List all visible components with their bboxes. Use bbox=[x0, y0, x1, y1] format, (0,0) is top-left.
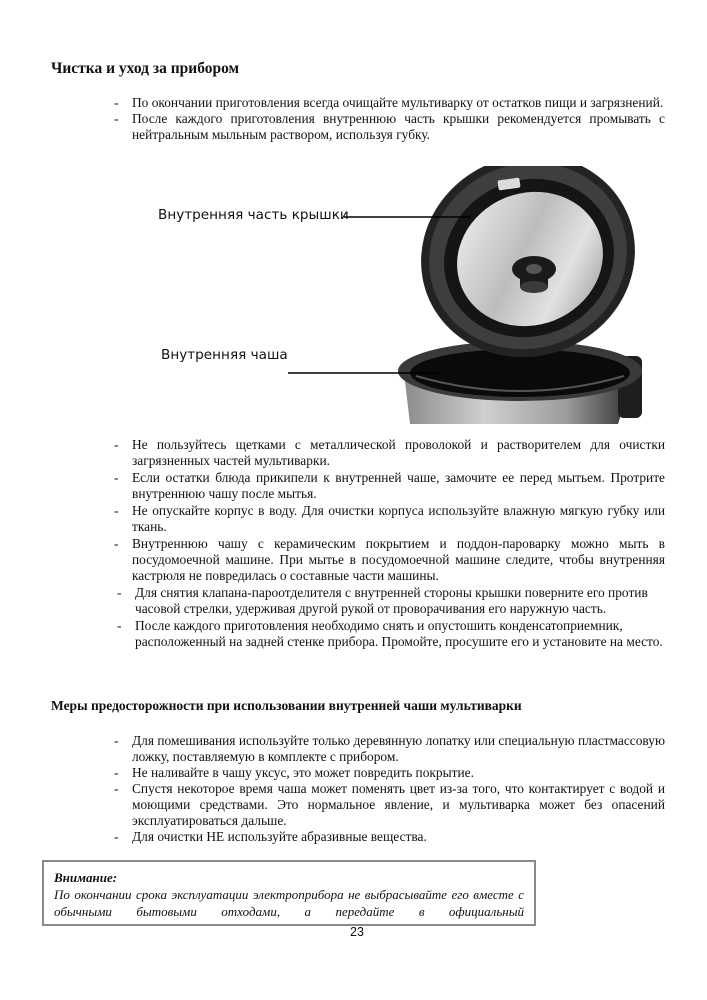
multicooker-image bbox=[148, 166, 668, 424]
cleaning-list-top bbox=[114, 95, 665, 143]
list-item: - После каждого приготовления необходимо снять и опустошить конденсатоприемник, расположенный на задней стенке прибора. Промойте, просушите его и установите на место. bbox=[114, 618, 665, 650]
list-item: - После каждого приготовления внутреннюю часть крышки рекомендуется промывать с нейтральным мыльным раствором, используя губку. bbox=[114, 111, 665, 143]
list-item: - Для очистки НЕ используйте абразивные вещества. bbox=[114, 829, 665, 845]
attention-box bbox=[42, 860, 536, 926]
list-item: - Если остатки блюда прикипели к внутренней чаше, замочите ее перед мытьем. Протрите внутреннюю чашу после мытья. bbox=[114, 470, 665, 502]
list-item: - Не пользуйтесь щетками с металлической проволокой и растворителем для очистки загрязненных частей мультиварки. bbox=[114, 437, 665, 469]
precautions-list bbox=[114, 733, 665, 845]
list-item: - Не опускайте корпус в воду. Для очистки корпуса используйте влажную мягкую губку или ткань. bbox=[114, 503, 665, 535]
label-inner-bowl: Внутренняя чаша bbox=[161, 347, 288, 363]
list-item: - Для снятия клапана-пароотделителя с внутренней стороны крышки поверните его против часовой стрелки, удерживая другой рукой от проворачивания его наружную часть. bbox=[114, 585, 665, 617]
multicooker-figure bbox=[148, 166, 668, 424]
page-number: 23 bbox=[350, 925, 364, 939]
list-item: - Спустя некоторое время чаша может поменять цвет из-за того, что контактирует с водой и моющими средствами. Это нормальное явление, и мультиварка может без опасений эксплуатироваться дальше. bbox=[114, 781, 665, 829]
attention-text: По окончании срока эксплуатации электроприбора не выбрасывайте его вместе с обычными бытовыми отходами, а передайте в официальный bbox=[54, 887, 524, 919]
list-item: - По окончании приготовления всегда очищайте мультиварку от остатков пищи и загрязнений. bbox=[114, 95, 665, 111]
list-item: - Для помешивания используйте только деревянную лопатку или специальную пластмассовую ложку, поставляемую в комплекте с прибором. bbox=[114, 733, 665, 765]
attention-title: Внимание: bbox=[54, 870, 118, 885]
section-title-precautions: Меры предосторожности при использовании внутренней чаши мультиварки bbox=[51, 698, 522, 713]
list-item: - Не наливайте в чашу уксус, это может повредить покрытие. bbox=[114, 765, 665, 781]
section-title-cleaning: Чистка и уход за прибором bbox=[51, 60, 240, 77]
list-item: - Внутреннюю чашу с керамическим покрытием и поддон-пароварку можно мыть в посудомоечной машине. При мытье в посудомоечной машине следите, чтобы внутренняя кастрюля не повредилась о составные части машины. bbox=[114, 536, 665, 584]
label-inner-lid: Внутренняя часть крышки bbox=[158, 207, 349, 223]
cleaning-list-bottom bbox=[114, 437, 665, 651]
